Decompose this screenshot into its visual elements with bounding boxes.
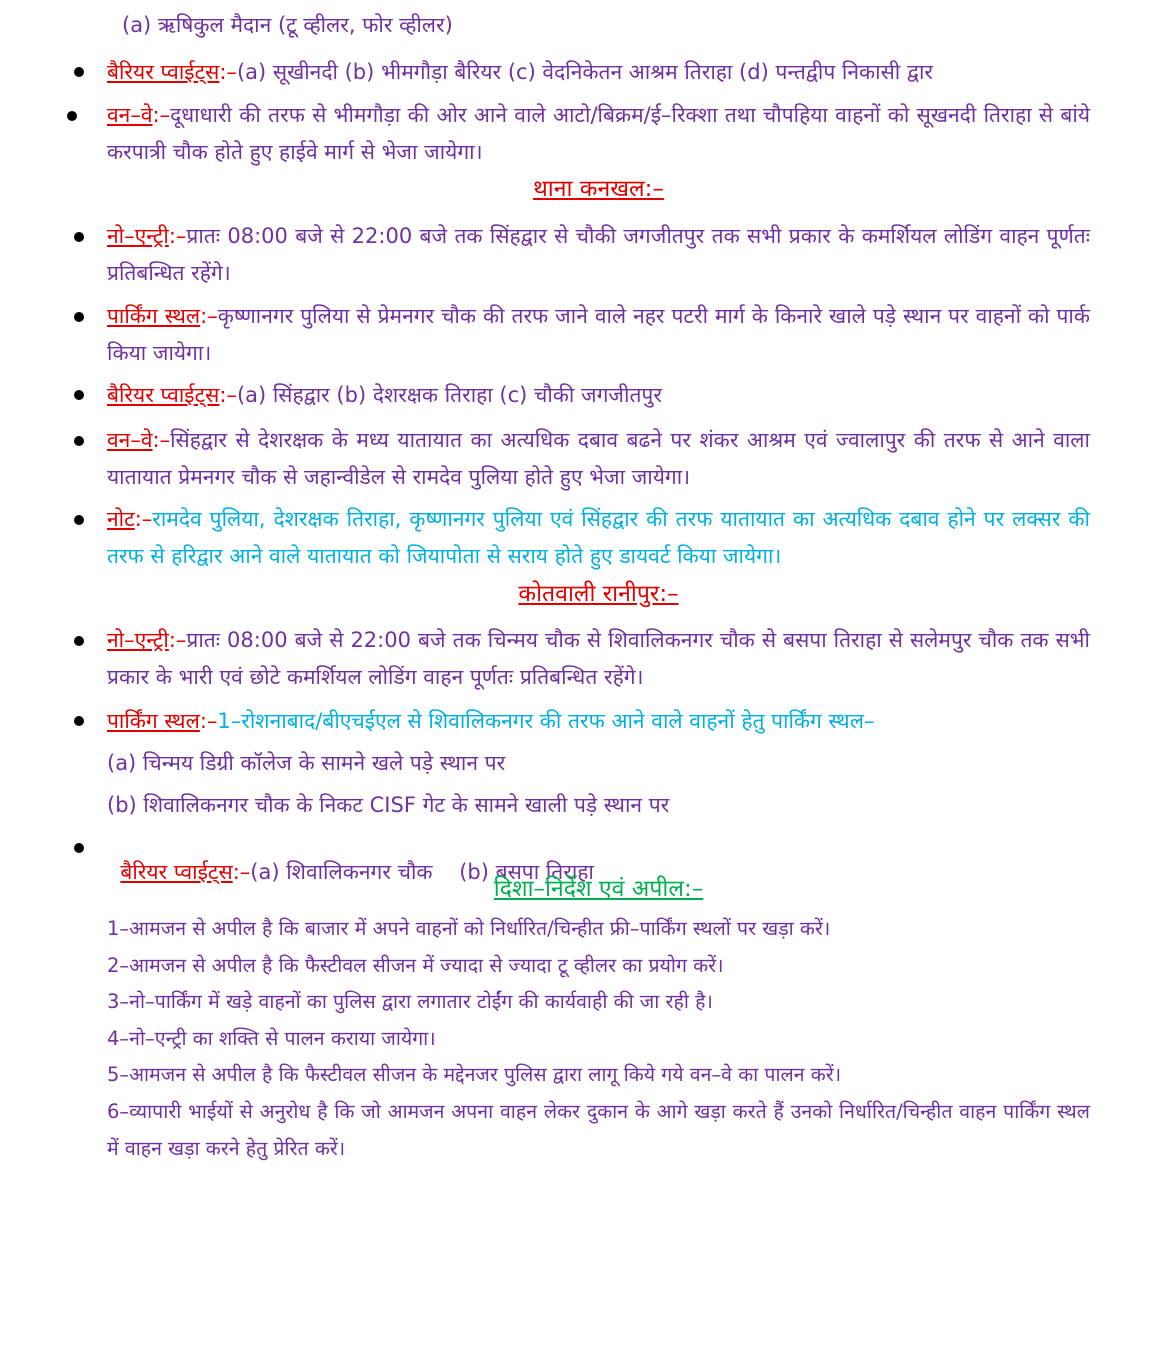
one-way-text: दूधाधारी की तरफ से भीमगौड़ा की ओर आने वाले आटो/बिक्रम/ई–रिक्शा तथा चौपहिया वाहनों को सूखनदी तिराहा से बांये करपात्री चौक होते हुए हाईवे मार्ग से भेजा जायेगा। <box>107 103 1090 164</box>
barrier-points-1 <box>107 60 933 84</box>
no-entry-ranipur <box>107 622 1090 696</box>
parking-label: पार्किंग स्थल <box>107 304 201 328</box>
one-way-1 <box>107 97 1090 171</box>
bullet-icon <box>74 843 84 853</box>
bullet-icon <box>74 232 84 242</box>
parking-text: कृष्णानगर पुलिया से प्रेमनगर चौक की तरफ जाने वाले नहर पटरी मार्ग के किनारे खाले पड़े स्थान पर वाहनों को पार्क किया जायेगा। <box>107 304 1090 365</box>
bullet-icon <box>74 312 84 322</box>
label-separator: :– <box>199 709 218 733</box>
barrier-points-label: बैरियर प्वाईट्स <box>107 383 220 407</box>
appeal-item-5: 5–आमजन से अपील है कि फैस्टीवल सीजन के मद्देनजर पुलिस द्वारा लागू किये गये वन–वे का पालन करें। <box>107 1063 842 1086</box>
bullet-icon <box>74 390 84 400</box>
section-heading-appeal: दिशा–निर्देश एवं अपील:– <box>493 876 704 902</box>
appeal-item-1: 1–आमजन से अपील है कि बाजार में अपने वाहनों को निर्धारित/चिन्हीत फ्री–पार्किंग स्थलों पर खड़ा करें। <box>107 917 831 940</box>
note-label: नोट <box>107 507 135 531</box>
label-separator: :– <box>219 383 237 407</box>
label-separator: :– <box>152 428 171 452</box>
appeal-item-3: 3–नो–पार्किंग में खड़े वाहनों का पुलिस द्वारा लगातार टोईंग की कार्यवाही की जा रही है। <box>107 990 713 1013</box>
rishikul-parking-line: (a) ऋषिकुल मैदान (टू व्हीलर, फोर व्हीलर) <box>122 13 453 37</box>
one-way-kankhal <box>107 422 1090 496</box>
no-entry-text: प्रातः 08:00 बजे से 22:00 बजे तक सिंहद्वार से चौकी जगजीतपुर तक सभी प्रकार के कमर्शियल लोडिंग वाहन पूर्णतः प्रतिबन्धित रहेंगे। <box>107 224 1090 285</box>
label-separator: :– <box>232 860 251 884</box>
one-way-text: सिंहद्वार से देशरक्षक के मध्य यातायात का अत्यधिक दबाव बढने पर शंकर आश्रम एवं ज्वालापुर की तरफ से आने वाला यातायात प्रेमनगर चौक से जहान्वीडेल से रामदेव पुलिया होते हुए भेजा जायेगा। <box>107 428 1090 489</box>
label-separator: :– <box>134 507 153 531</box>
label-separator: :– <box>168 224 187 248</box>
label-separator: :– <box>168 628 187 652</box>
barrier-points-text: (a) सूखीनदी (b) भीमगौड़ा बैरियर (c) वेदनिकेतन आश्रम तिराहा (d) पन्तद्वीप निकासी द्वार <box>236 60 933 84</box>
parking-ranipur <box>107 709 874 733</box>
parking-label: पार्किंग स्थल <box>107 709 200 733</box>
bullet-icon <box>74 716 84 726</box>
bullet-icon <box>67 111 77 121</box>
note-kankhal <box>107 501 1090 575</box>
parking-option-b: (b) शिवालिकनगर चौक के निकट CISF गेट के सामने खाली पड़े स्थान पर <box>107 793 670 817</box>
no-entry-label: नो–एन्ट्री <box>107 224 169 248</box>
appeal-item-4: 4–नो–एन्ट्री का शक्ति से पालन कराया जायेगा। <box>107 1027 436 1050</box>
parking-kankhal <box>107 298 1090 372</box>
no-entry-text: प्रातः 08:00 बजे से 22:00 बजे तक चिन्मय चौक से शिवालिकनगर चौक से बसपा तिराहा से सलेमपुर चौक तक सभी प्रकार के भारी एवं छोटे कमर्शियल लोडिंग वाहन पूर्णतः प्रतिबन्धित रहेंगे। <box>107 628 1090 689</box>
bullet-icon <box>74 67 84 77</box>
section-heading-kankhal: थाना कनखल:– <box>533 176 664 202</box>
bullet-icon <box>74 436 84 446</box>
one-way-label: वन–वे <box>107 428 153 452</box>
no-entry-kankhal <box>107 218 1090 292</box>
no-entry-label: नो–एन्ट्री <box>107 628 169 652</box>
barrier-points-text: (a) सिंहद्वार (b) देशरक्षक तिराहा (c) चौकी जगजीतपुर <box>236 383 662 407</box>
barrier-points-label: बैरियर प्वाईट्स <box>120 860 233 884</box>
note-text: रामदेव पुलिया, देशरक्षक तिराहा, कृष्णानगर पुलिया एवं सिंहद्वार की तरफ यातायात का अत्यधिक दबाव होने पर लक्सर की तरफ से हरिद्वार आने वाले यातायात को जियापोता से सराय होते हुए डायवर्ट किया जायेगा। <box>107 507 1090 568</box>
parking-option-a: (a) चिन्मय डिग्री कॉलेज के सामने खले पड़े स्थान पर <box>107 751 506 775</box>
one-way-label: वन–वे <box>107 103 153 127</box>
bullet-icon <box>74 636 84 646</box>
appeal-item-2: 2–आमजन से अपील है कि फैस्टीवल सीजन में ज्यादा से ज्यादा टू व्हीलर का प्रयोग करें। <box>107 954 724 977</box>
label-separator: :– <box>152 103 171 127</box>
label-separator: :– <box>219 60 237 84</box>
bullet-icon <box>74 515 84 525</box>
barrier-points-kankhal <box>107 383 662 407</box>
label-separator: :– <box>200 304 218 328</box>
section-heading-ranipur: कोतवाली रानीपुर:– <box>518 581 679 607</box>
appeal-item-6: 6–व्यापारी भाईयों से अनुरोध है कि जो आमजन अपना वाहन लेकर दुकान के आगे खड़ा करते हैं उनको निर्धारित/चिन्हीत वाहन पार्किंग स्थल में वाहन खड़ा करने हेतु प्रेरित करें। <box>107 1100 1090 1160</box>
barrier-points-text: (a) शिवालिकनगर चौक (b) बसपा तिराहा <box>250 860 594 884</box>
barrier-points-label: बैरियर प्वाईट्स <box>107 60 220 84</box>
parking-text: 1–रोशनाबाद/बीएचईएल से शिवालिकनगर की तरफ आने वाले वाहनों हेतु पार्किंग स्थल– <box>217 709 875 733</box>
